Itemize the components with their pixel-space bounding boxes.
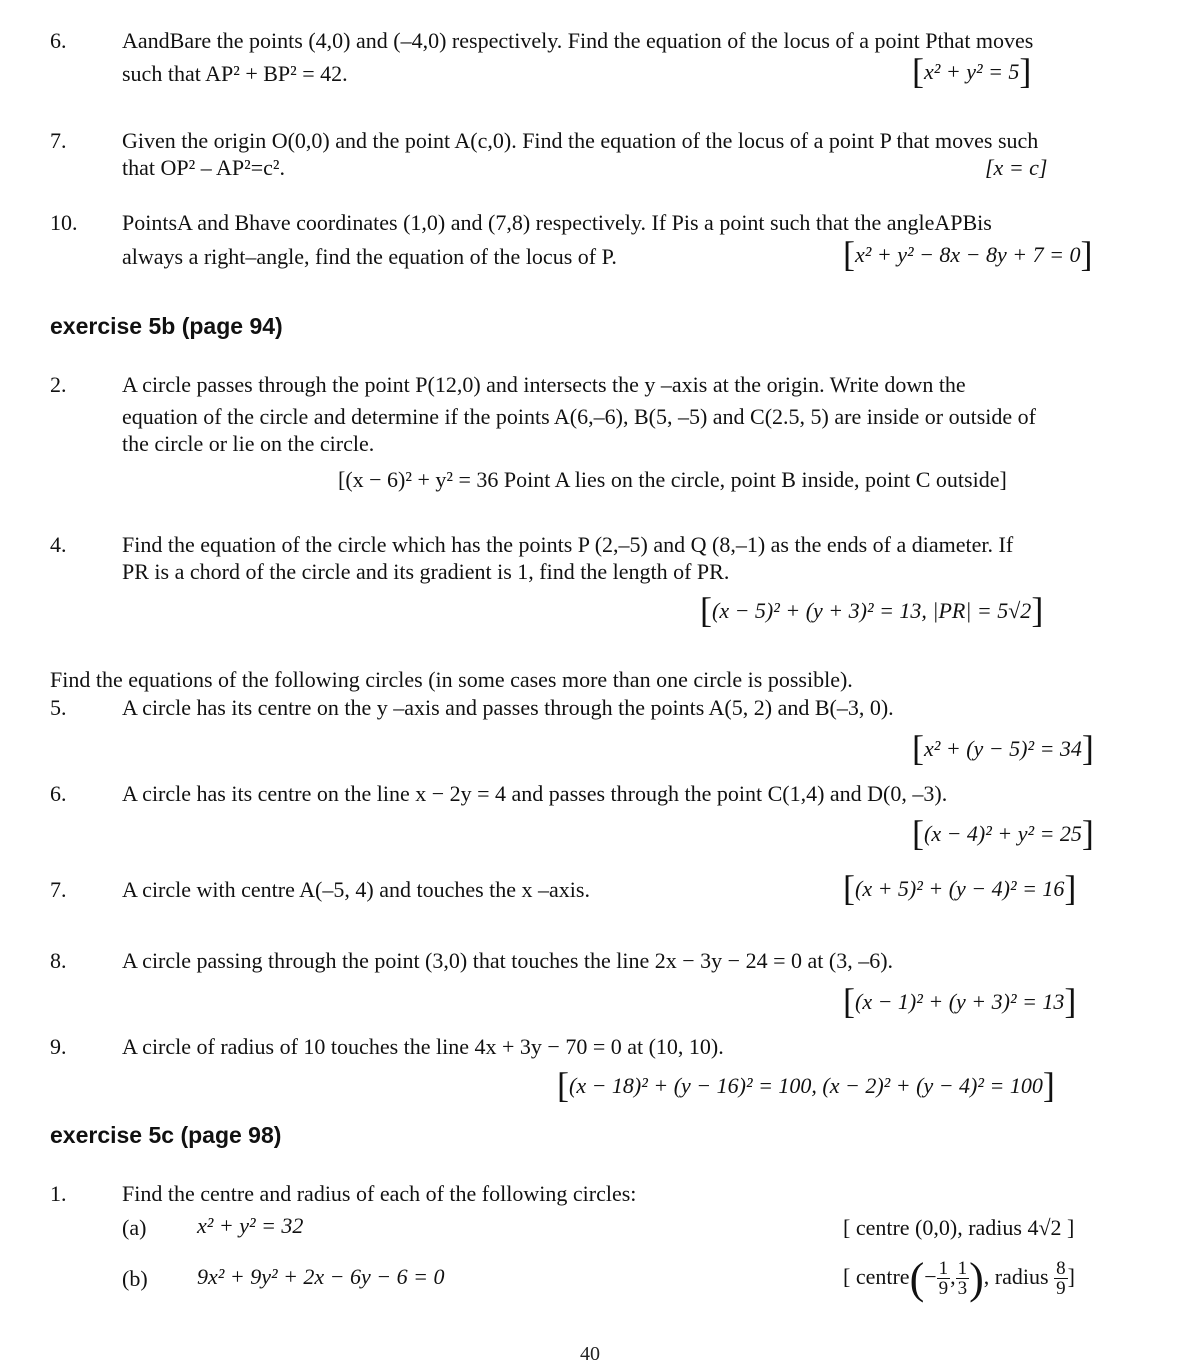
q4b-number: 4. (50, 532, 67, 557)
q8b-line1: A circle passing through the point (3,0) that touches the line 2x − 3y − 24 = 0 at (3, –6). (122, 948, 894, 973)
q4b-answer: [(x − 5)² + (y + 3)² = 13, |PR| = 5√2] (700, 590, 1044, 630)
q1c-part-b-label: (b) (122, 1266, 148, 1291)
q5b-answer: [x² + (y − 5)² = 34] (912, 728, 1094, 768)
q4b-line2: PR is a chord of the circle and its gradient is 1, find the length of PR. (122, 559, 730, 584)
q10a-number: 10. (50, 210, 78, 235)
q7a-line1: Given the origin O(0,0) and the point A(c,0). Find the equation of the locus of a point P that moves such (122, 128, 1039, 153)
q1c-part-a-answer: [ centre (0,0), radius 4√2 ] (843, 1215, 1075, 1240)
heading-exercise-5b: exercise 5b (page 94) (50, 313, 283, 339)
q8b-number: 8. (50, 948, 67, 973)
q9b-number: 9. (50, 1034, 67, 1059)
q1c-part-b-answer: [ centre(− $\frac{1}{9}$ , $\frac{1}{3}$ ), radius $\frac{8}{9}$ ] (843, 1254, 1075, 1303)
heading-exercise-5c: exercise 5c (page 98) (50, 1122, 282, 1148)
q2b-answer: [(x − 6)² + y² = 36 Point A lies on the circle, point B inside, point C outside] (338, 467, 1007, 492)
q2b-line3: the circle or lie on the circle. (122, 431, 375, 456)
q6a-answer: [x² + y² = 5] (912, 51, 1032, 91)
q6b-line1: A circle has its centre on the line x − 2y = 4 and passes through the point C(1,4) and D(0, –3). (122, 781, 948, 806)
q7a-answer: [x = c] (985, 155, 1048, 180)
q7a-line2: that OP² – AP²=c². (122, 155, 285, 180)
fraction-eight-ninths: $\frac{8}{9}$ (1056, 1257, 1066, 1300)
q1c-number: 1. (50, 1181, 67, 1206)
q5b-line1: A circle has its centre on the y –axis and passes through the points A(5, 2) and B(–3, 0). (122, 695, 894, 720)
q5b-number: 5. (50, 695, 67, 720)
q6b-number: 6. (50, 781, 67, 806)
q2b-line2: equation of the circle and determine if the points A(6,–6), B(5, –5) and C(2.5, 5) are inside or outside of (122, 404, 1036, 429)
q6a-line2: such that AP² + BP² = 42. (122, 61, 348, 86)
q6b-answer: [(x − 4)² + y² = 25] (912, 813, 1094, 853)
q10a-answer: [x² + y² − 8x − 8y + 7 = 0] (843, 234, 1093, 274)
q7b-answer: [(x + 5)² + (y − 4)² = 16] (843, 868, 1077, 908)
q10a-line2: always a right–angle, find the equation of the locus of P. (122, 244, 617, 269)
q9b-line1: A circle of radius of 10 touches the line 4x + 3y − 70 = 0 at (10, 10). (122, 1034, 724, 1059)
q2b-number: 2. (50, 372, 67, 397)
fraction-one-third: $\frac{1}{3}$ (957, 1257, 968, 1300)
q7b-line1: A circle with centre A(–5, 4) and touches the x –axis. (122, 877, 590, 902)
q4b-line1: Find the equation of the circle which has the points P (2,–5) and Q (8,–1) as the ends of a diameter. If (122, 532, 1014, 557)
q1c-line1: Find the centre and radius of each of the following circles: (122, 1181, 637, 1206)
intro-text: Find the equations of the following circles (in some cases more than one circle is possible). (50, 667, 853, 692)
fraction-one-ninth: $\frac{1}{9}$ (938, 1257, 949, 1300)
q10a-line1: PointsA and Bhave coordinates (1,0) and (7,8) respectively. If Pis a point such that the angleAPBis (122, 210, 992, 235)
q6a-number: 6. (50, 28, 67, 53)
q6a-line1: AandBare the points (4,0) and (–4,0) respectively. Find the equation of the locus of a point Pthat moves (122, 28, 1034, 53)
page-number: 40 (580, 1343, 600, 1365)
q8b-answer: [(x − 1)² + (y + 3)² = 13] (843, 981, 1077, 1021)
q1c-part-a-equation: x² + y² = 32 (197, 1213, 304, 1238)
q7b-number: 7. (50, 877, 67, 902)
q1c-part-a-label: (a) (122, 1215, 147, 1240)
q1c-part-b-equation: 9x² + 9y² + 2x − 6y − 6 = 0 (197, 1264, 445, 1289)
q2b-line1: A circle passes through the point P(12,0) and intersects the y –axis at the origin. Write down the (122, 372, 966, 397)
q9b-answer: [(x − 18)² + (y − 16)² = 100, (x − 2)² + (y − 4)² = 100] (557, 1065, 1055, 1105)
q7a-number: 7. (50, 128, 67, 153)
